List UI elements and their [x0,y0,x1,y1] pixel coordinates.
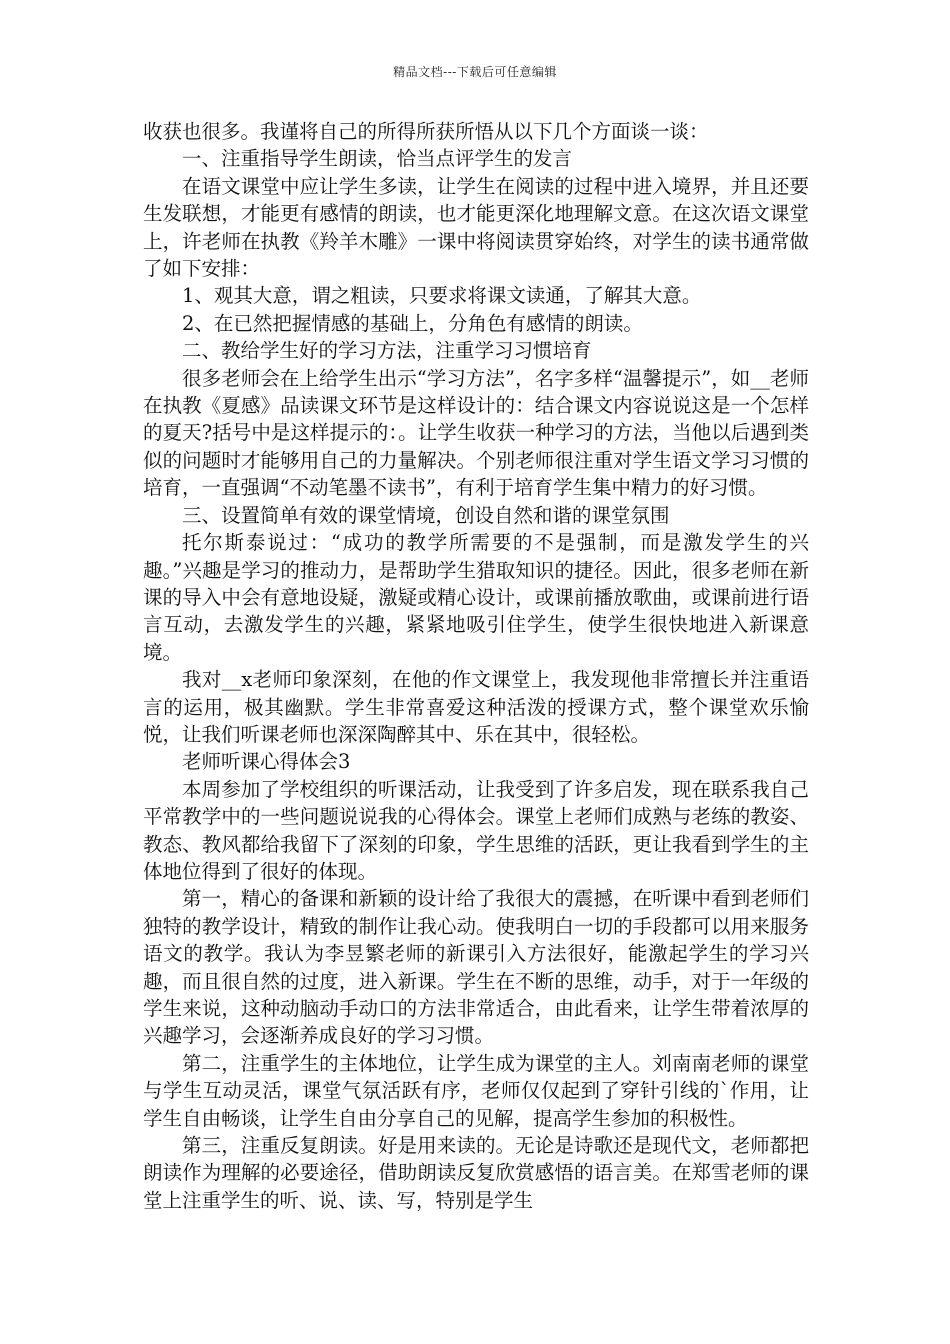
article-title: 老师听课心得体会3 [182,750,351,774]
page-header: 精品文档---下载后可任意编辑 [393,65,557,79]
list-item: 1、观其大意，谓之粗读，只要求将课文读通，了解其大意。 [182,284,702,308]
body-paragraph: 托尔斯泰说过：“成功的教学所需要的不是强制，而是激发学生的兴趣。”兴趣是学习的推动力，是帮助学生猎取知识的捷径。因此，很多老师在新课的导入中会有意地设疑，激疑或精心设计，或课前播放歌曲，或课前进行语言互动，去激发学生的兴趣，紧紧地吸引住学生，使学生很快地进入新课意境。 [143,531,809,664]
body-paragraph: 第二，注重学生的主体地位，让学生成为课堂的主人。刘南南老师的课堂与学生互动灵活，课堂气氛活跃有序，老师仅仅起到了穿针引线的`作用，让学生自由畅谈，让学生自由分享自己的见解，提高学生参加的积极性。 [143,1051,809,1130]
body-paragraph: 我对__x老师印象深刻，在他的作文课堂上，我发现他非常擅长并注重语言的运用，极其幽默。学生非常喜爱这种活泼的授课方式，整个课堂欢乐愉悦，让我们听课老师也深深陶醉其中、乐在其中，很轻松。 [143,668,809,746]
body-paragraph: 收获也很多。我谨将自己的所得所获所悟从以下几个方面谈一谈： [143,120,709,143]
body-paragraph: 第一，精心的备课和新颖的设计给了我很大的震撼，在听课中看到老师们独特的教学设计，精致的制作让我心动。使我明白一切的手段都可以用来服务语文的教学。我认为李昱繁老师的新课引入方法很好，能激起学生的学习兴趣，而且很自然的过度，进入新课。学生在不断的思维，动手，对于一年级的学生来说，这种动脑动手动口的方法非常适合，由此看来，让学生带着浓厚的兴趣学习，会逐渐养成良好的学习习惯。 [143,887,809,1048]
section-heading: 一、注重指导学生朗读，恰当点评学生的发言 [182,147,573,171]
document-body [143,118,809,1214]
section-heading: 二、教给学生好的学习方法，注重学习习惯培育 [182,339,592,363]
body-paragraph: 本周参加了学校组织的听课活动，让我受到了许多启发，现在联系我自己平常教学中的一些问题说说我的心得体会。课堂上老师们成熟与老练的教姿、教态、教风都给我留下了深刻的印象，学生思维的活跃，更让我看到学生的主体地位得到了很好的体现。 [143,777,809,883]
list-item: 2、在已然把握情感的基础上，分角色有感情的朗读。 [182,311,643,335]
body-paragraph: 在语文课堂中应让学生多读，让学生在阅读的过程中进入境界，并且还要生发联想，才能更有感情的朗读，也才能更深化地理解文意。在这次语文课堂上，许老师在执教《羚羊木雕》一课中将阅读贯穿始终，对学生的读书通常做了如下安排： [143,174,809,281]
section-heading: 三、设置简单有效的课堂情境，创设自然和谐的课堂氛围 [182,503,670,527]
body-paragraph: 第三，注重反复朗读。好是用来读的。无论是诗歌还是现代文，老师都把朗读作为理解的必要途径，借助朗读反复欣赏感悟的语言美。在郑雪老师的课堂上注重学生的听、说、读、写，特别是学生 [143,1134,809,1212]
body-paragraph: 很多老师会在上给学生出示“学习方法”，名字多样“温馨提示”，如__老师在执教《夏感》品读课文环节是这样设计的：结合课文内容说说这是一个怎样的夏天?括号中是这样提示的：。让学生收获一种学习的方法，当他以后遇到类似的问题时才能够用自己的力量解决。个别老师很注重对学生语文学习习惯的培育，一直强调“不动笔墨不读书”，有利于培育学生集中精力的好习惯。 [143,366,809,500]
